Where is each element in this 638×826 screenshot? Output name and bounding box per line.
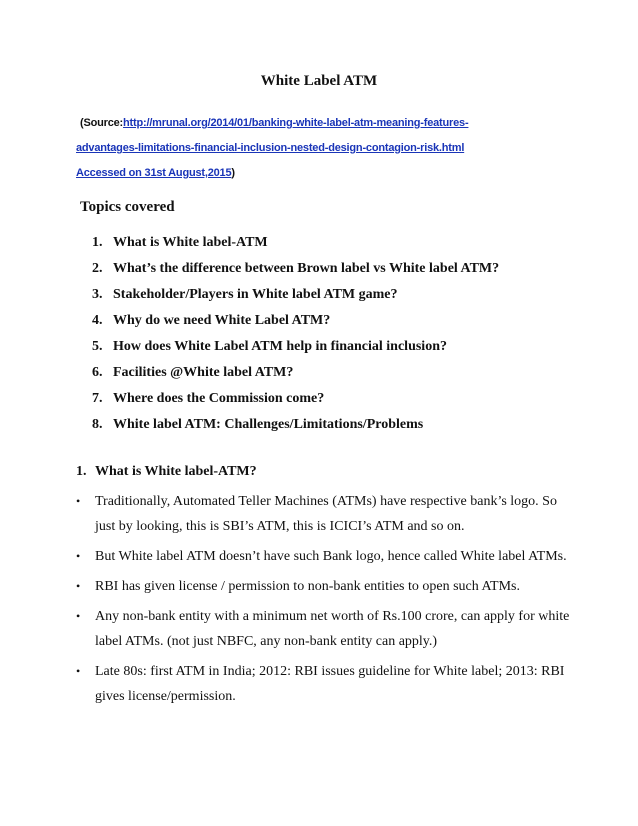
topic-item (92, 284, 499, 310)
accessed-date-link[interactable]: Accessed on 31st August,2015 (76, 167, 232, 179)
topic-text: Stakeholder/Players in White label ATM game? (113, 287, 398, 302)
source-prefix: (Source: (80, 117, 124, 129)
source-citation (76, 111, 556, 186)
bullet-icon: • (76, 549, 81, 563)
bullet-text: Late 80s: first ATM in India; 2012: RBI issues guideline for White label; 2013: RBI gives license/permission. (95, 664, 565, 704)
topic-number: 8. (92, 417, 103, 432)
topics-heading: Topics covered (80, 199, 175, 215)
bullet-list (76, 489, 576, 714)
topics-list (92, 232, 499, 440)
source-link-line2[interactable]: advantages-limitations-financial-inclusion-nested-design-contagion-risk.html (76, 142, 465, 154)
topic-number: 7. (92, 391, 103, 406)
bullet-icon: • (76, 664, 81, 678)
bullet-item (76, 544, 576, 569)
topic-text: What’s the difference between Brown label vs White label ATM? (113, 261, 500, 276)
topic-text: What is White label-ATM (113, 235, 268, 250)
document-title: White Label ATM (260, 73, 378, 89)
source-suffix: ) (231, 167, 235, 179)
topic-item (92, 362, 499, 388)
topic-item (92, 258, 499, 284)
bullet-text: Traditionally, Automated Teller Machines (ATMs) have respective bank’s logo. So just by looking, this is SBI’s ATM, this is ICICI’s ATM and so on. (95, 494, 557, 534)
section-heading (76, 464, 257, 480)
topic-item (92, 310, 499, 336)
bullet-icon: • (76, 579, 81, 593)
topic-number: 2. (92, 261, 103, 276)
bullet-text: Any non-bank entity with a minimum net worth of Rs.100 crore, can apply for white label ATMs. (not just NBFC, any non-bank entity can apply.) (95, 609, 570, 649)
bullet-item (76, 604, 576, 654)
bullet-icon: • (76, 609, 81, 623)
bullet-icon: • (76, 494, 81, 508)
topic-item (92, 336, 499, 362)
topic-text: White label ATM: Challenges/Limitations/Problems (113, 417, 424, 432)
topic-text: Facilities @White label ATM? (113, 365, 294, 380)
topic-item (92, 414, 499, 440)
bullet-text: RBI has given license / permission to non-bank entities to open such ATMs. (95, 579, 521, 594)
bullet-item (76, 659, 576, 709)
topic-number: 1. (92, 235, 103, 250)
section-number: 1. (76, 464, 87, 479)
topic-text: How does White Label ATM help in financial inclusion? (113, 339, 447, 354)
bullet-text: But White label ATM doesn’t have such Bank logo, hence called White label ATMs. (95, 549, 567, 564)
topic-item (92, 232, 499, 258)
topic-number: 3. (92, 287, 103, 302)
section-title: What is White label-ATM? (95, 464, 257, 479)
topic-number: 5. (92, 339, 103, 354)
topic-text: Where does the Commission come? (113, 391, 325, 406)
topic-item (92, 388, 499, 414)
bullet-item (76, 489, 576, 539)
topic-text: Why do we need White Label ATM? (113, 313, 331, 328)
topic-number: 4. (92, 313, 103, 328)
bullet-item (76, 574, 576, 599)
topic-number: 6. (92, 365, 103, 380)
source-link-line1[interactable]: http://mrunal.org/2014/01/banking-white-label-atm-meaning-features- (123, 117, 469, 129)
